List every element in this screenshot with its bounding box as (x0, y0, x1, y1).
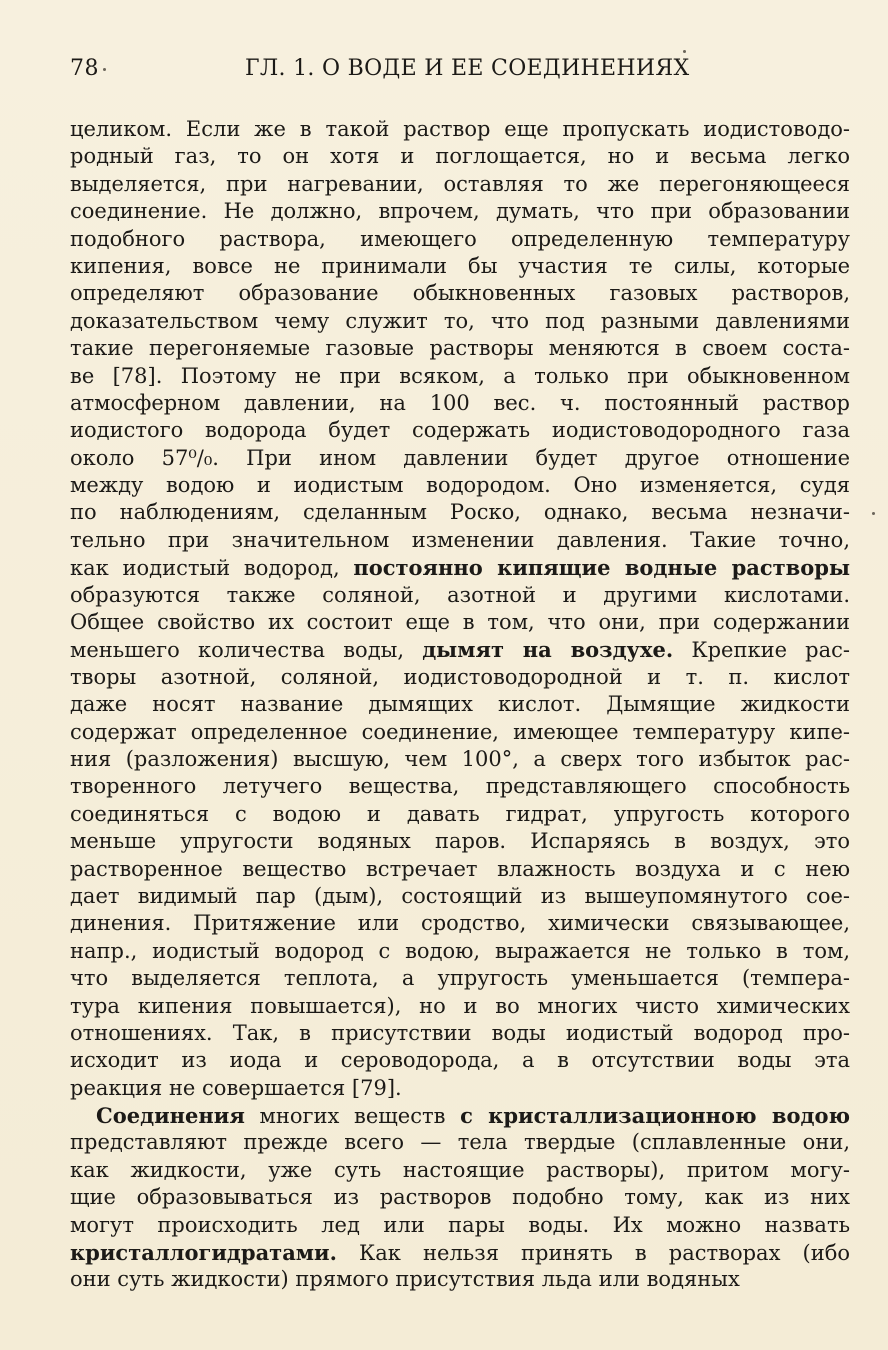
bold-term: с кристаллизационною водою (460, 1103, 850, 1129)
text-line (70, 938, 850, 965)
text-run: такие перегоняемые газовые растворы меняются в своем соста- (70, 336, 850, 361)
text-line (70, 335, 850, 362)
text-run: щие образовываться из растворов подобно тому, как из них (70, 1185, 850, 1210)
text-run: образуются также соляной, азотной и другими кислотами. (70, 582, 850, 607)
text-run: отношениях. Так, в присутствии воды иодистый водород про- (70, 1020, 850, 1045)
text-run: они суть жидкости) прямого присутствия льда или водяных (70, 1267, 740, 1292)
text-run: меньше упругости водяных паров. Испаряясь в воздух, это (70, 829, 850, 854)
text-line (70, 280, 850, 307)
text-run: тура кипения повышается), но и во многих чисто химических (70, 993, 850, 1018)
text-line (70, 1102, 850, 1129)
text-run: по наблюдениям, сделанным Роско, однако, весьма незначи- (70, 500, 850, 525)
text-run: между водою и иодистым водородом. Оно изменяется, судя (70, 473, 850, 498)
text-run: Общее свойство их состоит еще в том, что они, при содержании (70, 610, 850, 635)
text-run: реакция не совершается [79]. (70, 1075, 402, 1100)
text-line (70, 883, 850, 910)
print-speck (683, 50, 686, 53)
text-line (70, 582, 850, 609)
text-line (70, 773, 850, 800)
text-line (70, 965, 850, 992)
text-run: содержат определенное соединение, имеющее температуру кипе- (70, 719, 850, 744)
text-line (70, 1020, 850, 1047)
text-run: родный газ, то он хотя и поглощается, но и весьма легко (70, 144, 850, 169)
text-line (70, 143, 850, 170)
text-run: динения. Притяжение или сродство, химически связывающее, (70, 911, 850, 936)
text-run: представляют прежде всего — тела твердые (сплавленные они, (70, 1130, 850, 1155)
bold-term: Соединения (96, 1103, 245, 1129)
text-line (70, 636, 850, 663)
text-line (70, 1075, 850, 1102)
text-run: около 57⁰/₀. При ином давлении будет другое отношение (70, 445, 850, 470)
text-line (70, 308, 850, 335)
print-speck (872, 512, 875, 515)
text-line (70, 417, 850, 444)
text-run: атмосферном давлении, на 100 вес. ч. постоянный раствор (70, 390, 850, 415)
text-run: целиком. Если же в такой раствор еще пропускать иодистоводо- (70, 117, 850, 141)
text-run: что выделяется теплота, а упругость уменьшается (темпера- (70, 966, 850, 991)
text-line (70, 472, 850, 499)
text-run: выделяется, при нагревании, оставляя то же перегоняющееся (70, 171, 850, 196)
text-line (70, 993, 850, 1020)
text-run: могут происходить лед или пары воды. Их можно назвать (70, 1212, 850, 1237)
text-line (70, 801, 850, 828)
text-line (70, 198, 850, 225)
text-run: меньшего количества воды, (70, 638, 423, 663)
text-line (70, 445, 850, 472)
text-run: определяют образование обыкновенных газовых растворов, (70, 281, 850, 306)
text-run: соединяться с водою и давать гидрат, упругость которого (70, 801, 850, 826)
page-header (70, 56, 850, 90)
text-line (70, 746, 850, 773)
text-run: даже носят название дымящих кислот. Дымящие жидкости (70, 692, 850, 717)
text-run: тельно при значительном изменении давления. Такие точно, (70, 527, 850, 552)
text-line (70, 253, 850, 280)
text-line (70, 719, 850, 746)
text-line (70, 1157, 850, 1184)
text-run: Как нельзя принять в растворах (ибо (336, 1241, 850, 1266)
text-run: доказательством чему служит то, что под разными давлениями (70, 308, 850, 333)
text-line (70, 363, 850, 390)
text-run: творенного летучего вещества, представляющего способность (70, 774, 850, 799)
text-line (70, 390, 850, 417)
text-run: дает видимый пар (дым), состоящий из вышеупомянутого сое- (70, 883, 850, 908)
text-run: как жидкости, уже суть настоящие растворы), притом могу- (70, 1157, 850, 1182)
text-run: Крепкие рас- (673, 638, 850, 663)
text-line (70, 664, 850, 691)
bold-term: постоянно кипящие водные растворы (353, 555, 850, 581)
text-run: ния (разложения) высшую, чем 100°, а сверх того избыток рас- (70, 746, 850, 771)
bold-term: кристаллогидратами. (70, 1240, 337, 1266)
page-number: 78 (70, 56, 99, 81)
body-text (70, 116, 850, 1294)
text-line (70, 1212, 850, 1239)
text-run: растворенное вещество встречает влажность воздуха и с нею (70, 856, 850, 881)
text-run: исходит из иода и сероводорода, а в отсутствии воды эта (70, 1048, 850, 1073)
text-line (70, 910, 850, 937)
text-line (70, 1184, 850, 1211)
bold-term: дымят на воздухе. (422, 637, 674, 663)
text-run: соединение. Не должно, впрочем, думать, что при образовании (70, 199, 850, 224)
text-run: кипения, вовсе не принимали бы участия те силы, которые (70, 253, 850, 278)
text-line (70, 1266, 850, 1293)
text-run: ве [78]. Поэтому не при всяком, а только при обыкновенном (70, 363, 850, 388)
text-run: многих веществ (244, 1104, 461, 1129)
text-line (70, 609, 850, 636)
text-line (70, 499, 850, 526)
text-run: напр., иодистый водород с водою, выражается не только в том, (70, 938, 850, 963)
text-line (70, 171, 850, 198)
running-title: ГЛ. 1. О ВОДЕ И ЕЕ СОЕДИНЕНИЯХ (245, 56, 690, 81)
text-run: творы азотной, соляной, иодистоводородной и т. п. кислот (70, 664, 850, 689)
text-line (70, 1047, 850, 1074)
print-speck (103, 68, 106, 71)
text-line (70, 554, 850, 581)
text-line (70, 691, 850, 718)
text-line (70, 527, 850, 554)
text-run: иодистого водорода будет содержать иодистоводородного газа (70, 418, 850, 443)
text-run: как иодистый водород, (70, 556, 354, 581)
text-line (70, 116, 850, 143)
text-line (70, 1129, 850, 1156)
text-run: подобного раствора, имеющего определенную температуру (70, 226, 850, 251)
text-line (70, 856, 850, 883)
text-line (70, 226, 850, 253)
text-line (70, 1239, 850, 1266)
text-line (70, 828, 850, 855)
